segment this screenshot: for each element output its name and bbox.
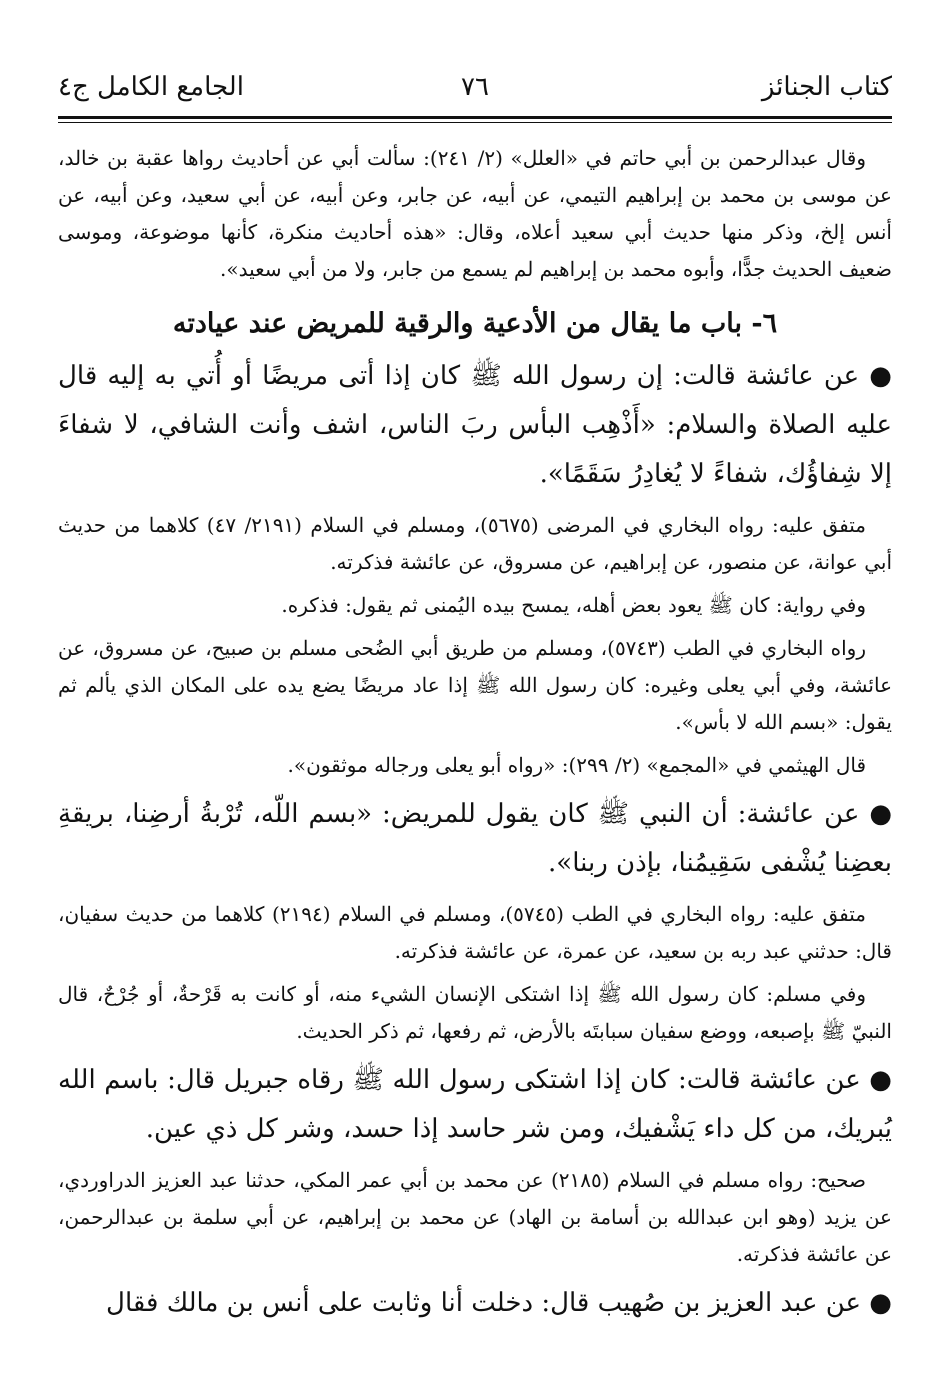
hadith-text: ● عن عبد العزيز بن صُهيب قال: دخلت أنا وثابت على أنس بن مالك فقال bbox=[106, 1288, 892, 1318]
page-body bbox=[58, 140, 892, 1336]
page-number: ٧٦ bbox=[461, 72, 489, 102]
header-rule-thick bbox=[58, 116, 892, 119]
commentary-paragraph: وقال عبدالرحمن بن أبي حاتم في «العلل» (٢/ ٢٤١): سألت أبي عن أحاديث رواها عقبة بن خالد، عن موسى بن محمد بن إبراهيم التيمي، عن أبيه، عن جابر، وعن أبيه، عن أبي سعيد، وعن أبيه، عن أنس إلخ، وذكر منها حديث أبي سعيد أعلاه، وقال: «هذه أحاديث منكرة، كأنها موضوعة، وموسى ضعيف الحديث جدًّا، وأبوه محمد بن إبراهيم لم يسمع من جابر، ولا من أبي سعيد». bbox=[58, 146, 892, 281]
section-heading: ٦- باب ما يقال من الأدعية والرقية للمريض عند عيادته bbox=[172, 308, 778, 339]
commentary-paragraph: صحيح: رواه مسلم في السلام (٢١٨٥) عن محمد بن أبي عمر المكي، حدثنا عبد العزيز الدراوردي، عن يزيد (وهو ابن عبدالله بن أسامة بن الهاد) عن محمد بن إبراهيم، عن أبي سلمة بن عبدالرحمن، عن عائشة فذكرته. bbox=[58, 1168, 892, 1266]
commentary-paragraph: قال الهيثمي في «المجمع» (٢/ ٢٩٩): «رواه أبو يعلى ورجاله موثقون». bbox=[287, 753, 866, 777]
hadith-text: ● عن عائشة قالت: كان إذا اشتكى رسول الله ﷺ رقاه جبريل قال: باسم الله يُبريك، من كل داء يَشْفيك، ومن شر حاسد إذا حسد، وشر كل ذي عين. bbox=[58, 1065, 892, 1144]
commentary-paragraph: وفي رواية: كان ﷺ يعود بعض أهله، يمسح بيده اليُمنى ثم يقول: فذكره. bbox=[281, 593, 866, 617]
commentary-paragraph: متفق عليه: رواه البخاري في المرضى (٥٦٧٥)، ومسلم في السلام (٢١٩١/ ٤٧) كلاهما من حديث أبي عوانة، عن منصور، عن إبراهيم، عن مسروق، عن عائشة فذكرته. bbox=[58, 513, 892, 574]
commentary-paragraph: وفي مسلم: كان رسول الله ﷺ إذا اشتكى الإنسان الشيء منه، أو كانت به قَرْحةٌ، أو جُرْحٌ، قال النبيّ ﷺ بإصبعه، ووضع سفيان سبابتَه بالأرض، ثم رفعها، ثم ذكر الحديث. bbox=[58, 982, 892, 1043]
chapter-title: كتاب الجنائز bbox=[761, 72, 892, 102]
book-title: الجامع الكامل ج٤ bbox=[58, 72, 244, 102]
commentary-paragraph: رواه البخاري في الطب (٥٧٤٣)، ومسلم من طريق أبي الضُحى مسلم بن صبيح، عن مسروق، عن عائشة، وفي أبي يعلى وغيره: كان رسول الله ﷺ إذا عاد مريضًا يضع يده على المكان الذي يألم ثم يقول: «بسم الله لا بأس». bbox=[58, 636, 892, 734]
running-header bbox=[58, 72, 892, 112]
header-rule-thin bbox=[58, 122, 892, 123]
commentary-paragraph: متفق عليه: رواه البخاري في الطب (٥٧٤٥)، ومسلم في السلام (٢١٩٤) كلاهما من حديث سفيان، قال: حدثني عبد ربه بن سعيد، عن عمرة، عن عائشة فذكرته. bbox=[58, 902, 892, 963]
hadith-text: ● عن عائشة: أن النبي ﷺ كان يقول للمريض: «بسم اللّه، تُرْبةُ أرضِنا، بريقةِ بعضِنا يُشْفى سَقِيمُنا، بإذن ربنا». bbox=[58, 799, 892, 878]
hadith-text: ● عن عائشة قالت: إن رسول الله ﷺ كان إذا أتى مريضًا أو أُتي به إليه قال عليه الصلاة والسلام: «أَذْهِب البأس ربَ الناس، اشف وأنت الشافي، لا شفاءَ إلا شِفاؤُك، شفاءً لا يُغادِرُ سَقَمًا». bbox=[58, 361, 892, 489]
